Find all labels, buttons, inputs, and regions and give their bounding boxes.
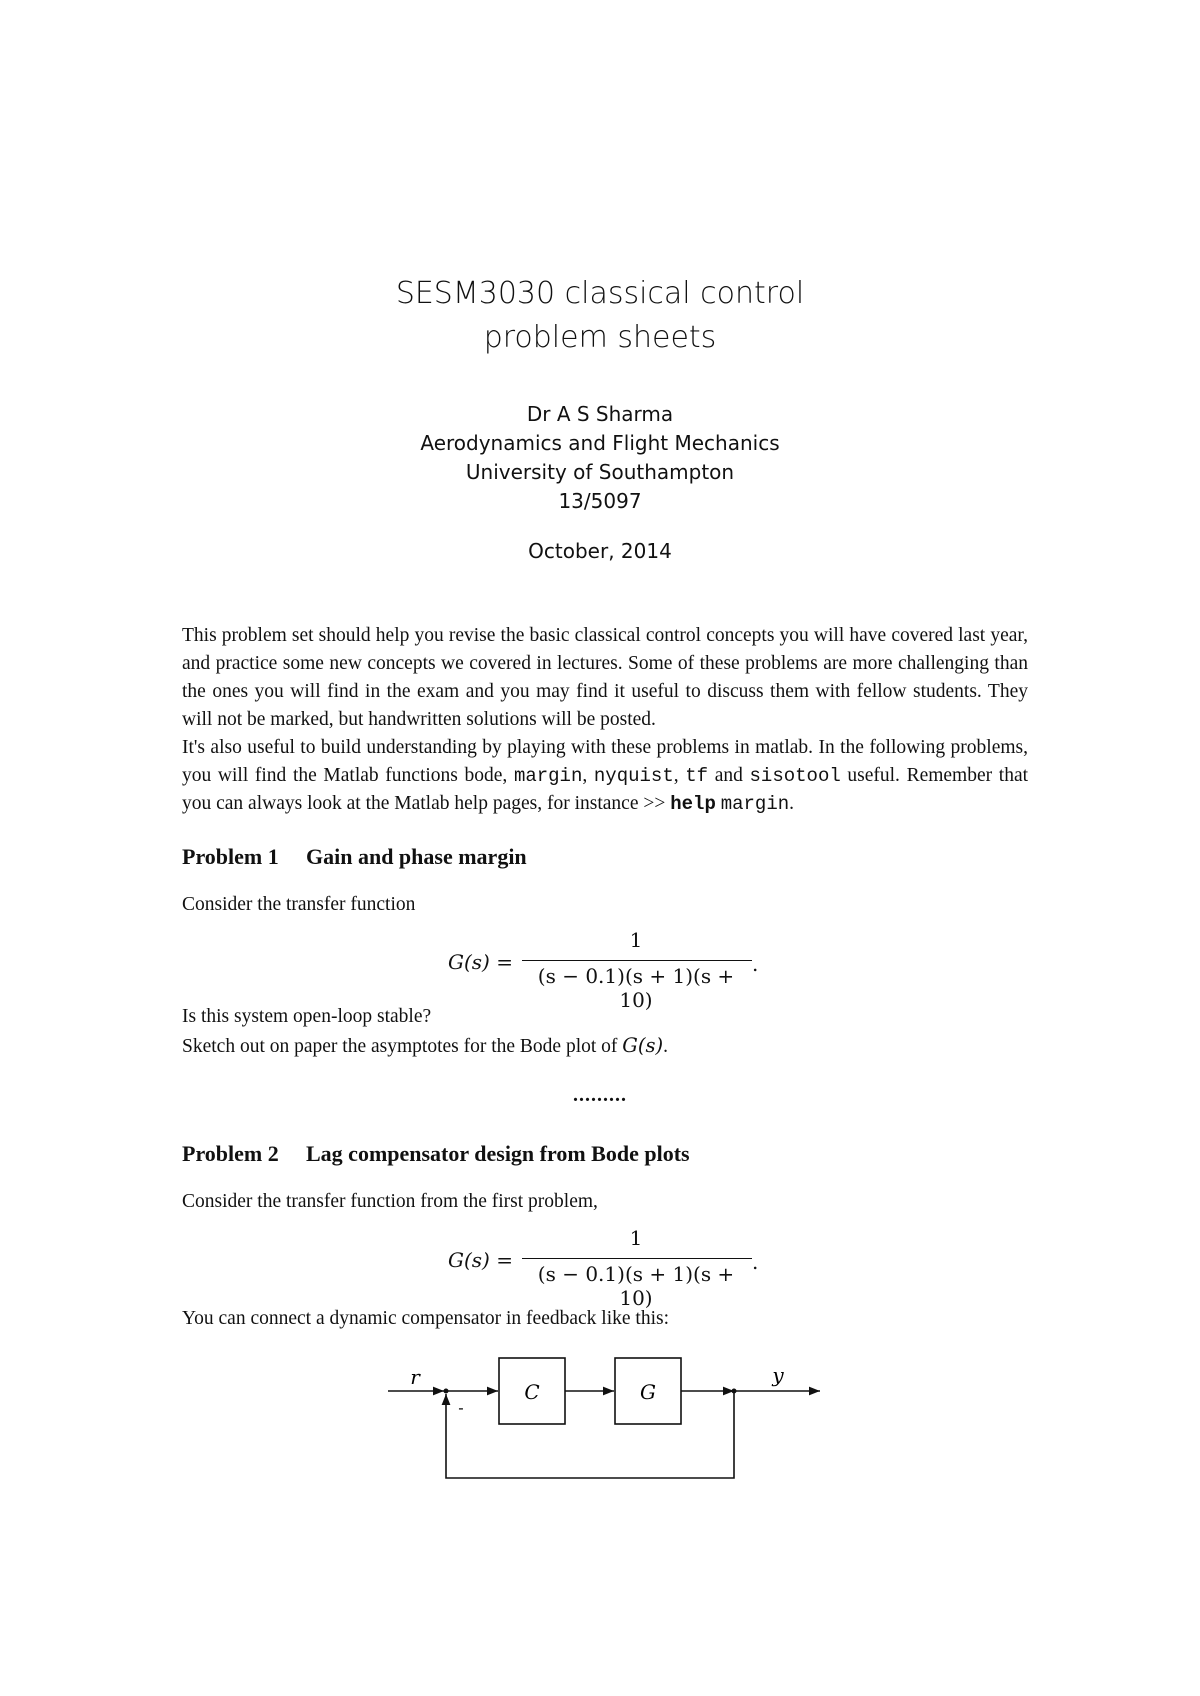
title-line-2: problem sheets: [483, 320, 717, 355]
output-label: y: [772, 1363, 784, 1387]
takeoff-point: [732, 1389, 737, 1394]
problem-2-intro: Consider the transfer function from the first problem,: [182, 1191, 598, 1212]
code-margin-arg: margin: [720, 793, 790, 815]
problem-1-number: Problem 1: [182, 844, 279, 869]
equation-lhs: G(s) =: [448, 1248, 513, 1272]
problem-1-question-1: Is this system open-loop stable?: [182, 1006, 432, 1027]
group: Aerodynamics and Flight Mechanics: [420, 431, 780, 455]
summing-junction: [444, 1389, 449, 1394]
feedback-path: [446, 1391, 734, 1478]
problem-1-intro: Consider the transfer function: [182, 894, 416, 915]
equation-denominator: (s − 0.1)(s + 1)(s + 10): [537, 1262, 735, 1310]
intro-paragraph-2: It's also useful to build understanding by playing with these problems in matlab. In the following problems, you will find the Matlab functions bode, margin, nyquist, tf and sisotool useful. Remember that you can always look at the Matlab help pages, for instance >> help margin.: [182, 737, 1029, 815]
date: October, 2014: [528, 539, 672, 563]
intro-paragraph-1: This problem set should help you revise the basic classical control concepts you will have covered last year, and practice some new concepts we covered in lectures. Some of these problems are more challenging than the ones you will find in the exam and you may find it useful to discuss them with fellow students. They will not be marked, but handwritten solutions will be posted.: [182, 625, 1028, 730]
problem-2-text: You can connect a dynamic compensator in feedback like this:: [182, 1308, 669, 1329]
negative-sign: -: [458, 1398, 464, 1417]
equation-period: .: [752, 1250, 759, 1274]
author: Dr A S Sharma: [526, 402, 674, 426]
code-margin: margin: [513, 765, 583, 787]
equation-lhs: G(s) =: [448, 950, 513, 974]
title-line-1: SESM3030 classical control: [395, 276, 805, 311]
math-gs: G(s): [622, 1034, 664, 1057]
equation-denominator: (s − 0.1)(s + 1)(s + 10): [537, 964, 735, 1012]
problem-2-number: Problem 2: [182, 1141, 279, 1166]
room: 13/5097: [558, 489, 642, 513]
equation-numerator: 1: [629, 928, 643, 952]
code-help: help: [670, 793, 716, 815]
code-tf: tf: [685, 765, 709, 787]
equation-period: .: [752, 952, 759, 976]
problem-1-title: Gain and phase margin: [306, 844, 527, 869]
problem-2-title: Lag compensator design from Bode plots: [306, 1141, 690, 1166]
code-nyquist: nyquist: [593, 765, 674, 787]
equation-numerator: 1: [629, 1226, 643, 1250]
university: University of Southampton: [465, 460, 735, 484]
section-separator: .........: [573, 1084, 627, 1106]
input-label: r: [410, 1365, 420, 1389]
block-c-label: C: [524, 1380, 540, 1404]
block-g-label: G: [640, 1380, 656, 1404]
problem-1-question-2: Sketch out on paper the asymptotes for the Bode plot of G(s).: [182, 1034, 668, 1057]
code-sisotool: sisotool: [749, 765, 841, 787]
